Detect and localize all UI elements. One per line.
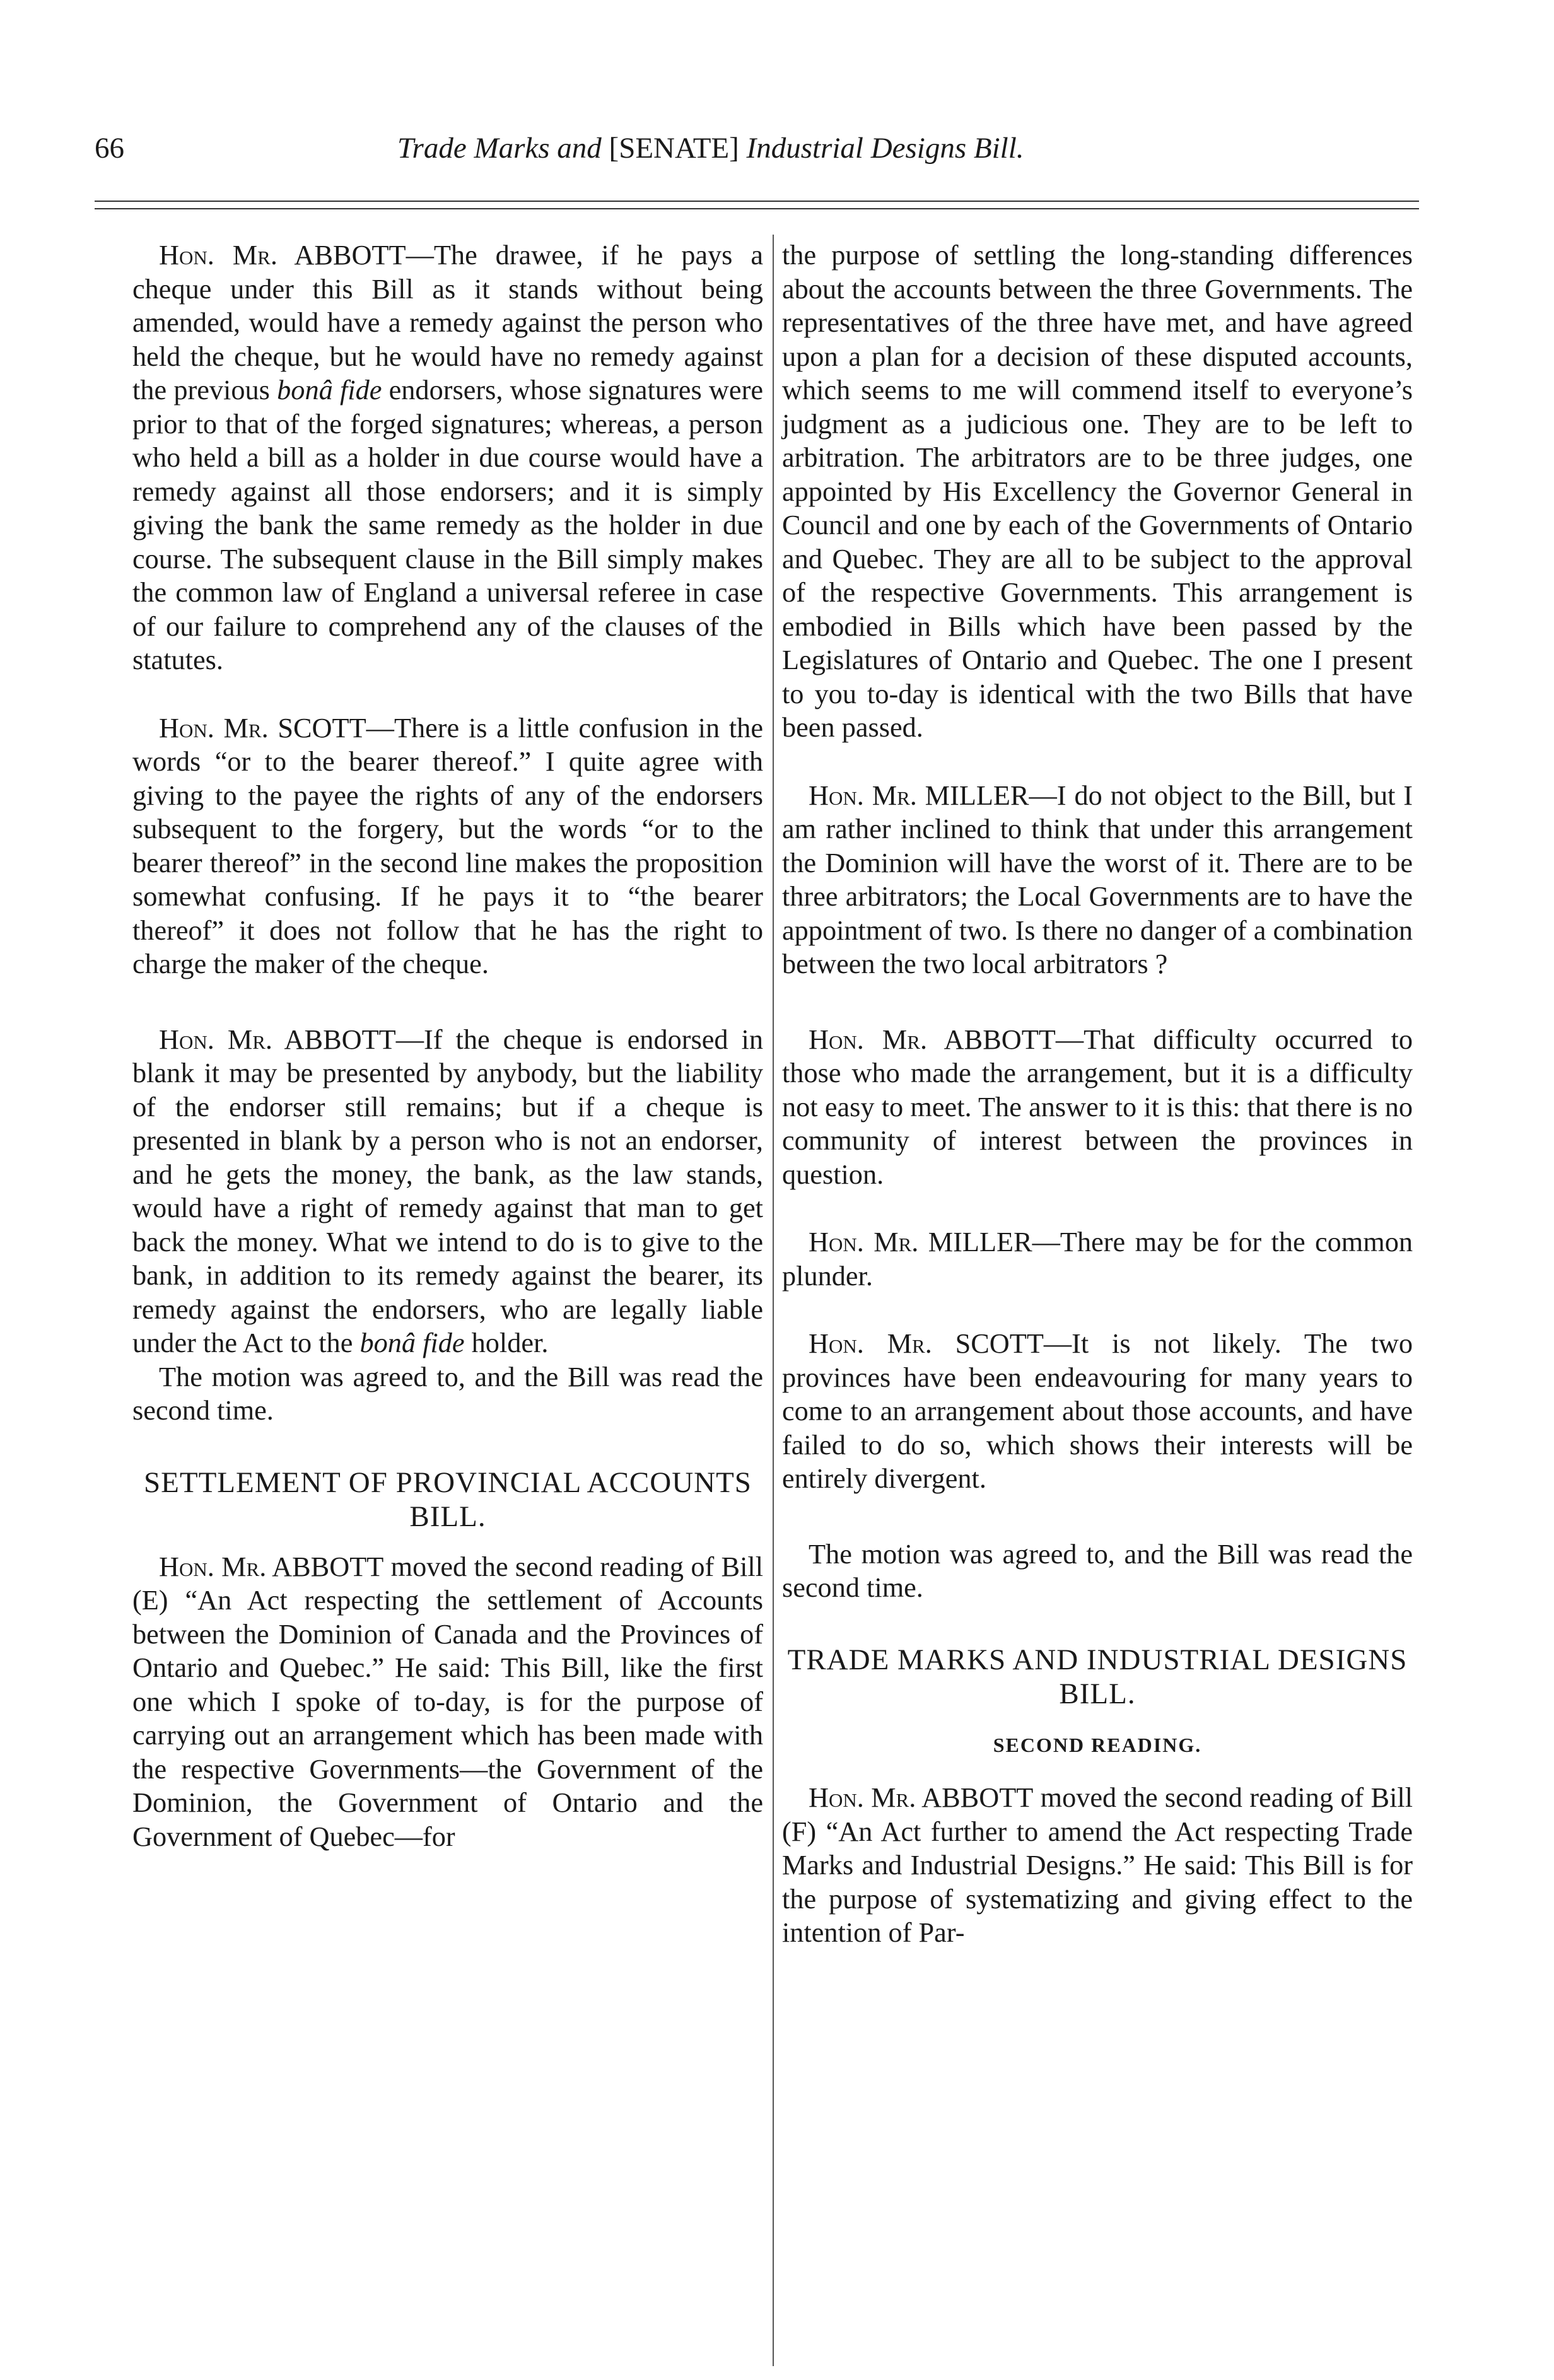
page-number: 66	[95, 132, 124, 165]
speech-text: endorsers, whose signatures were prior to that of the forged signatures; whereas, a person who held a bill as a holder in due course would have a remedy against all those endorsers; and it is simply giving the bank the same remedy as the holder in due course. The subsequent clause in the Bill simply makes the common law of England a universal referee in case of our failure to comprehend any of the clauses of the statutes.	[132, 375, 763, 675]
speech-text: —The drawee, if he pays a cheque under this Bill as it stands without being amended, would have a remedy against the person who held the cheque, but he would have no remedy against the previous	[132, 240, 763, 405]
left-column	[132, 238, 763, 1853]
speech-text: —If the cheque is endorsed in blank it may be presented by anybody, but the liability of the endorser still remains; but if a cheque is presented in blank by a person who is not an endorser, and he gets the money, the bank, as the law stands, would have a right of remedy against that man to get back the money. What we intend to do is to give to the bank, in addition to its remedy against the bearer, its remedy against the endorsers, who are legally liable under the Act to the	[132, 1024, 763, 1358]
speech-text: —That difficulty occurred to those who made the arrangement, but it is a difficulty not easy to meet. The answer to it is this: that there is no community of interest between the provinces in question.	[782, 1024, 1413, 1190]
speech-italic: bonâ fide	[359, 1327, 465, 1358]
running-title-left: Trade Marks and	[397, 132, 602, 165]
speaker-name: Hon. Mr. ABBOTT	[159, 1024, 396, 1055]
speech-miller-2	[782, 1225, 1413, 1293]
motion-agreed-1: The motion was agreed to, and the Bill was read the second time.	[132, 1361, 763, 1426]
right-column	[782, 238, 1413, 1950]
speech-text: —There may be for the common plunder.	[782, 1227, 1413, 1292]
speaker-name: Hon. Mr. SCOTT	[159, 712, 366, 744]
column-divider	[773, 235, 774, 2366]
speaker-name: Hon. Mr. MILLER	[809, 779, 1029, 811]
speech-text: —I do not object to the Bill, but I am rather inclined to think that under this arrangement the Dominion will have the worst of it. There are to be three arbitrators; the Local Governments are to have the appointment of two. Is there no danger of a combination between the two local arbitrators ?	[782, 779, 1413, 979]
section-subheading-second-reading: SECOND READING.	[993, 1733, 1202, 1756]
speech-scott-2	[782, 1327, 1413, 1496]
speech-abbott-3	[132, 1550, 763, 1854]
speech-text: holder.	[464, 1327, 549, 1358]
speaker-name: Hon. Mr. ABBOTT	[809, 1782, 1034, 1813]
speech-abbott-5	[782, 1781, 1413, 1950]
speech-abbott-2	[132, 1023, 763, 1360]
running-title-right: Industrial Designs Bill.	[746, 132, 1024, 165]
motion-agreed-2: The motion was agreed to, and the Bill was read the second time.	[782, 1538, 1413, 1603]
header-rule-top	[95, 201, 1419, 202]
running-header	[95, 131, 1419, 169]
speech-text: moved the second reading of Bill (E) “An Act respecting the settlement of Accounts between the Dominion of Canada and the Provinces of Ontario and Quebec.” He said: This Bill, like the first one which I spoke of to-day, is for the purpose of carrying out an arrangement which has been made with the respective Governments—the Government of the Dominion, the Government of Ontario and the Government of Quebec—for	[132, 1551, 763, 1852]
speech-abbott-4	[782, 1023, 1413, 1192]
section-heading-trade-marks: TRADE MARKS AND INDUSTRIAL DESIGNS BILL.	[787, 1643, 1408, 1710]
speech-scott-1	[132, 711, 763, 981]
running-title-chamber: [SENATE]	[609, 132, 739, 165]
speaker-name: Hon. Mr. MILLER	[809, 1227, 1032, 1257]
running-title	[397, 131, 1024, 165]
header-rule-bottom	[95, 208, 1419, 209]
section-heading-provincial-accounts: SETTLEMENT OF PROVINCIAL ACCOUNTS BILL.	[144, 1466, 752, 1533]
speaker-name: Hon. Mr. ABBOTT	[159, 240, 406, 271]
speech-text: —There is a little confusion in the words “or to the bearer thereof.” I quite agree with giving to the payee the rights of any of the endorsers subsequent to the forgery, but the words “or to the bearer thereof” in the second line makes the proposition somewhat confusing. If he pays it to “the bearer thereof” it does not follow that he has the right to charge the maker of the cheque.	[132, 712, 763, 979]
speech-miller-1	[782, 779, 1413, 981]
speech-text: moved the second reading of Bill (F) “An Act further to amend the Act respecting Trade Marks and Industrial Designs.” He said: This Bill is for the purpose of systematizing and giving effect to the intention of Par-	[782, 1782, 1413, 1948]
speech-abbott-3-continued: the purpose of settling the long-standing differences about the accounts between the three Governments. The representatives of the three have met, and have agreed upon a plan for a decision of these disputed accounts, which seems to me will commend itself to everyone’s judgment as a judicious one. They are to be left to arbitration. The arbitrators are to be three judges, one appointed by His Excellency the Governor General in Council and one by each of the Governments of Ontario and Quebec. They are all to be subject to the approval of the respective Governments. This arrangement is embodied in Bills which have been passed by the Legislatures of Ontario and Quebec. The one I present to you to-day is identical with the two Bills that have been passed.	[782, 240, 1413, 743]
speaker-name: Hon. Mr. ABBOTT	[159, 1551, 384, 1582]
speaker-name: Hon. Mr. ABBOTT	[809, 1024, 1056, 1055]
speech-abbott-1	[132, 238, 763, 677]
speech-italic: bonâ fide	[277, 375, 382, 405]
speaker-name: Hon. Mr. SCOTT	[809, 1328, 1044, 1359]
speech-text: —It is not likely. The two provinces have been endeavouring for many years to come to an arrangement about those accounts, and have failed to do so, which shows their interests will be entirely divergent.	[782, 1328, 1413, 1494]
